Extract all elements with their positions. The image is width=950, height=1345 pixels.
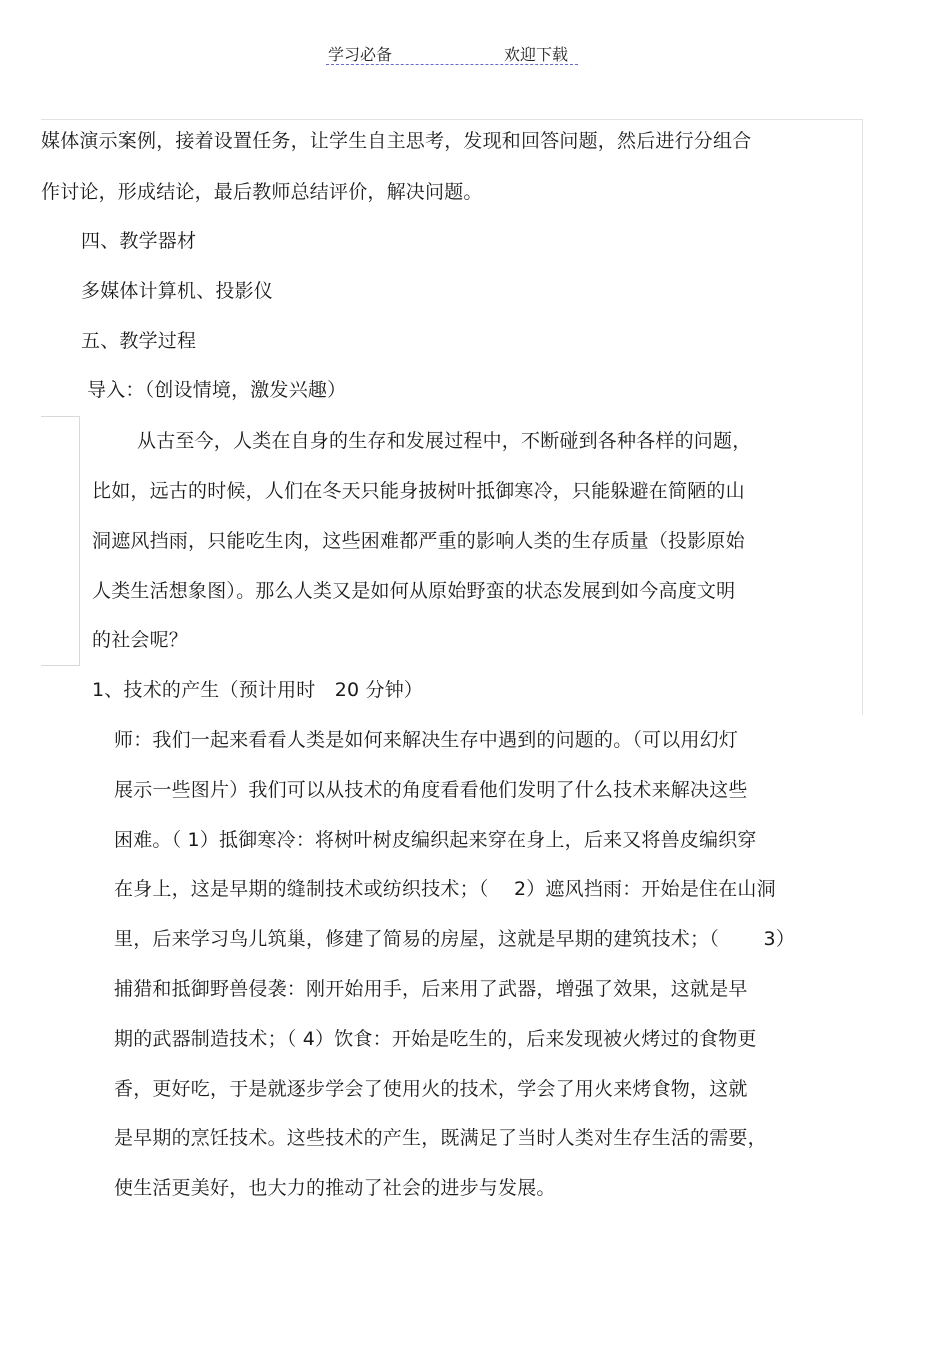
intro-heading: 导入：（创设情境，激发兴趣） xyxy=(87,379,347,401)
section-heading-materials: 四、教学器材 xyxy=(81,230,197,252)
body-line: 期的武器制造技术；（ 4）饮食：开始是吃生的，后来发现被火烤过的食物更 xyxy=(114,1028,757,1050)
body-line: 作讨论，形成结论，最后教师总结评价，解决问题。 xyxy=(41,181,483,203)
body-line: 展示一些图片）我们可以从技术的角度看看他们发明了什么技术来解决这些 xyxy=(114,779,748,801)
body-line: 使生活更美好，也大力的推动了社会的进步与发展。 xyxy=(114,1177,556,1199)
body-line: 香，更好吃，于是就逐步学会了使用火的技术，学会了用火来烤食物，这就 xyxy=(114,1078,748,1100)
body-line: 的社会呢？ xyxy=(92,629,189,651)
body-line: 里，后来学习鸟儿筑巢，修建了简易的房屋，这就是早期的建筑技术；（ 3） xyxy=(114,928,796,950)
body-line: 师：我们一起来看看人类是如何来解决生存中遇到的问题的。（可以用幻灯 xyxy=(114,729,739,751)
body-line: 在身上，这是早期的缝制技术或纺织技术；（ 2）遮风挡雨：开始是住在山洞 xyxy=(114,878,776,900)
body-line: 洞遮风挡雨，只能吃生肉，这些困难都严重的影响人类的生存质量（投影原始 xyxy=(92,530,745,552)
page-header xyxy=(326,40,578,65)
body-line: 是早期的烹饪技术。这些技术的产生，既满足了当时人类对生存生活的需要， xyxy=(114,1127,767,1149)
table-right-border xyxy=(862,119,863,715)
body-line: 多媒体计算机、投影仪 xyxy=(81,280,274,302)
subsection-heading: 1、技术的产生（预计用时 20 分钟） xyxy=(92,679,424,701)
header-right-text: 欢迎下载 xyxy=(504,45,569,64)
body-line: 比如，远古的时候，人们在冬天只能身披树叶抵御寒冷，只能躲避在简陋的山 xyxy=(92,480,745,502)
section-heading-process: 五、教学过程 xyxy=(81,330,197,352)
body-line: 人类生活想象图）。那么人类又是如何从原始野蛮的状态发展到如今高度文明 xyxy=(92,580,736,602)
table-top-border xyxy=(41,119,863,120)
body-line: 媒体演示案例，接着设置任务，让学生自主思考，发现和回答问题，然后进行分组合 xyxy=(41,130,752,152)
header-left-text: 学习必备 xyxy=(328,45,393,64)
body-line: 捕猎和抵御野兽侵袭：刚开始用手，后来用了武器，增强了效果，这就是早 xyxy=(114,978,748,1000)
body-line: 困难。（ 1）抵御寒冷：将树叶树皮编织起来穿在身上，后来又将兽皮编织穿 xyxy=(114,829,757,851)
intro-bracket xyxy=(41,416,80,666)
body-line: 从古至今，人类在自身的生存和发展过程中，不断碰到各种各样的问题， xyxy=(137,430,752,452)
